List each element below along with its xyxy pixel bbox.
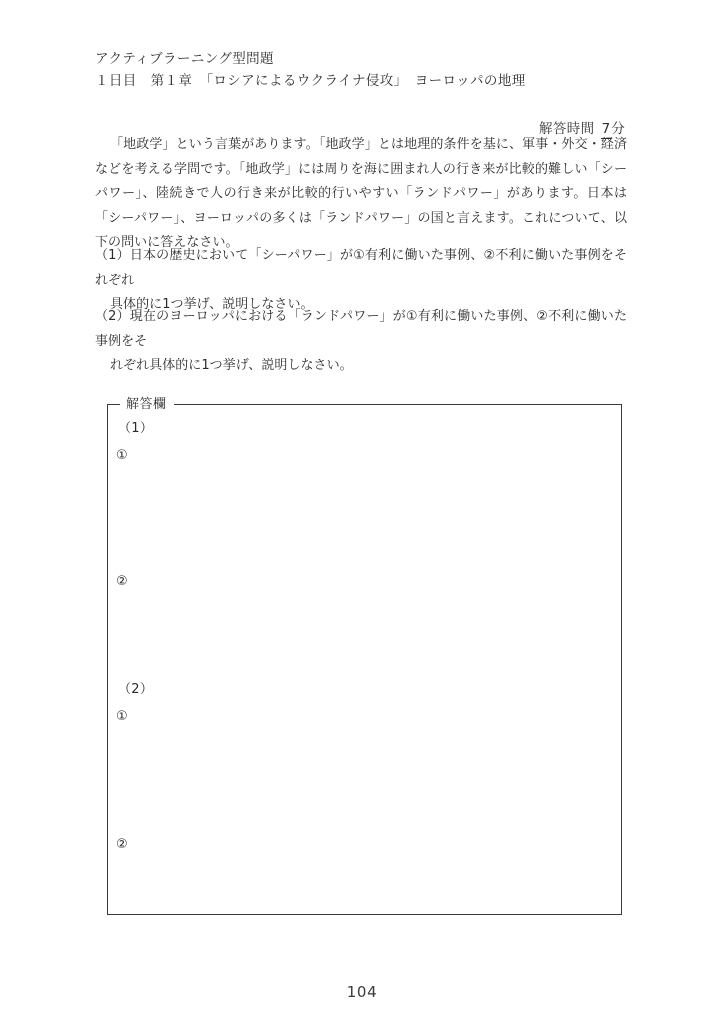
answer-label-q1-item2: ② bbox=[116, 574, 128, 589]
question-1-number: （1） bbox=[95, 248, 130, 263]
intro-text: 「地政学」という言葉があります。「地政学」とは地理的条件を基に、軍事・外交・経済などを考える学問です。「地政学」には周りを海に囲まれ人の行き来が比較的難しい「シーパワー」、陸続きで人の行き来が比較的行いやすい「ランドパワー」があります。日本は「シーパワー」、ヨーロッパの多くは「ランドパワー」の国と言えます。これについて、以下の問いに答えなさい。 bbox=[95, 137, 627, 250]
question-2-line1 bbox=[95, 305, 627, 354]
answer-label-q1-item1: ① bbox=[116, 448, 128, 463]
answer-time-value: 7 bbox=[601, 121, 611, 137]
answer-area-box[interactable] bbox=[107, 404, 622, 915]
question-2-line2: れぞれ具体的に1つ挙げ、説明しなさい。 bbox=[110, 358, 353, 373]
intro-paragraph bbox=[95, 133, 627, 256]
header-title-line1: アクティブラーニング型問題 bbox=[95, 51, 274, 67]
question-1-text: 日本の歴史において「シーパワー」が①有利に働いた事例、②不利に働いた事例をそれぞれ bbox=[95, 248, 628, 288]
answer-label-q2-item1: ① bbox=[116, 709, 128, 724]
question-2 bbox=[95, 305, 627, 379]
question-1-line2: 具体的に1つ挙げ、説明しなさい。 bbox=[110, 297, 314, 312]
question-2-text: 現在のヨーロッパにおける「ランドパワー」が①有利に働いた事例、②不利に働いた事例をそ bbox=[95, 309, 627, 349]
answer-label-q2-item2: ② bbox=[116, 837, 128, 852]
answer-label-q1: （1） bbox=[118, 421, 154, 436]
question-1-line1 bbox=[95, 244, 627, 293]
header-title-line2: １日目 第１章 「ロシアによるウクライナ侵攻」 ヨーロッパの地理 bbox=[95, 73, 526, 89]
answer-time-unit: 分 bbox=[611, 121, 625, 137]
page-number: 104 bbox=[346, 983, 378, 1001]
answer-area-legend: 解答欄 bbox=[120, 396, 174, 414]
answer-label-q2: （2） bbox=[118, 682, 154, 697]
answer-time-label: 解答時間 bbox=[538, 121, 595, 137]
question-2-number: （2） bbox=[95, 309, 130, 324]
page-header bbox=[95, 48, 625, 92]
